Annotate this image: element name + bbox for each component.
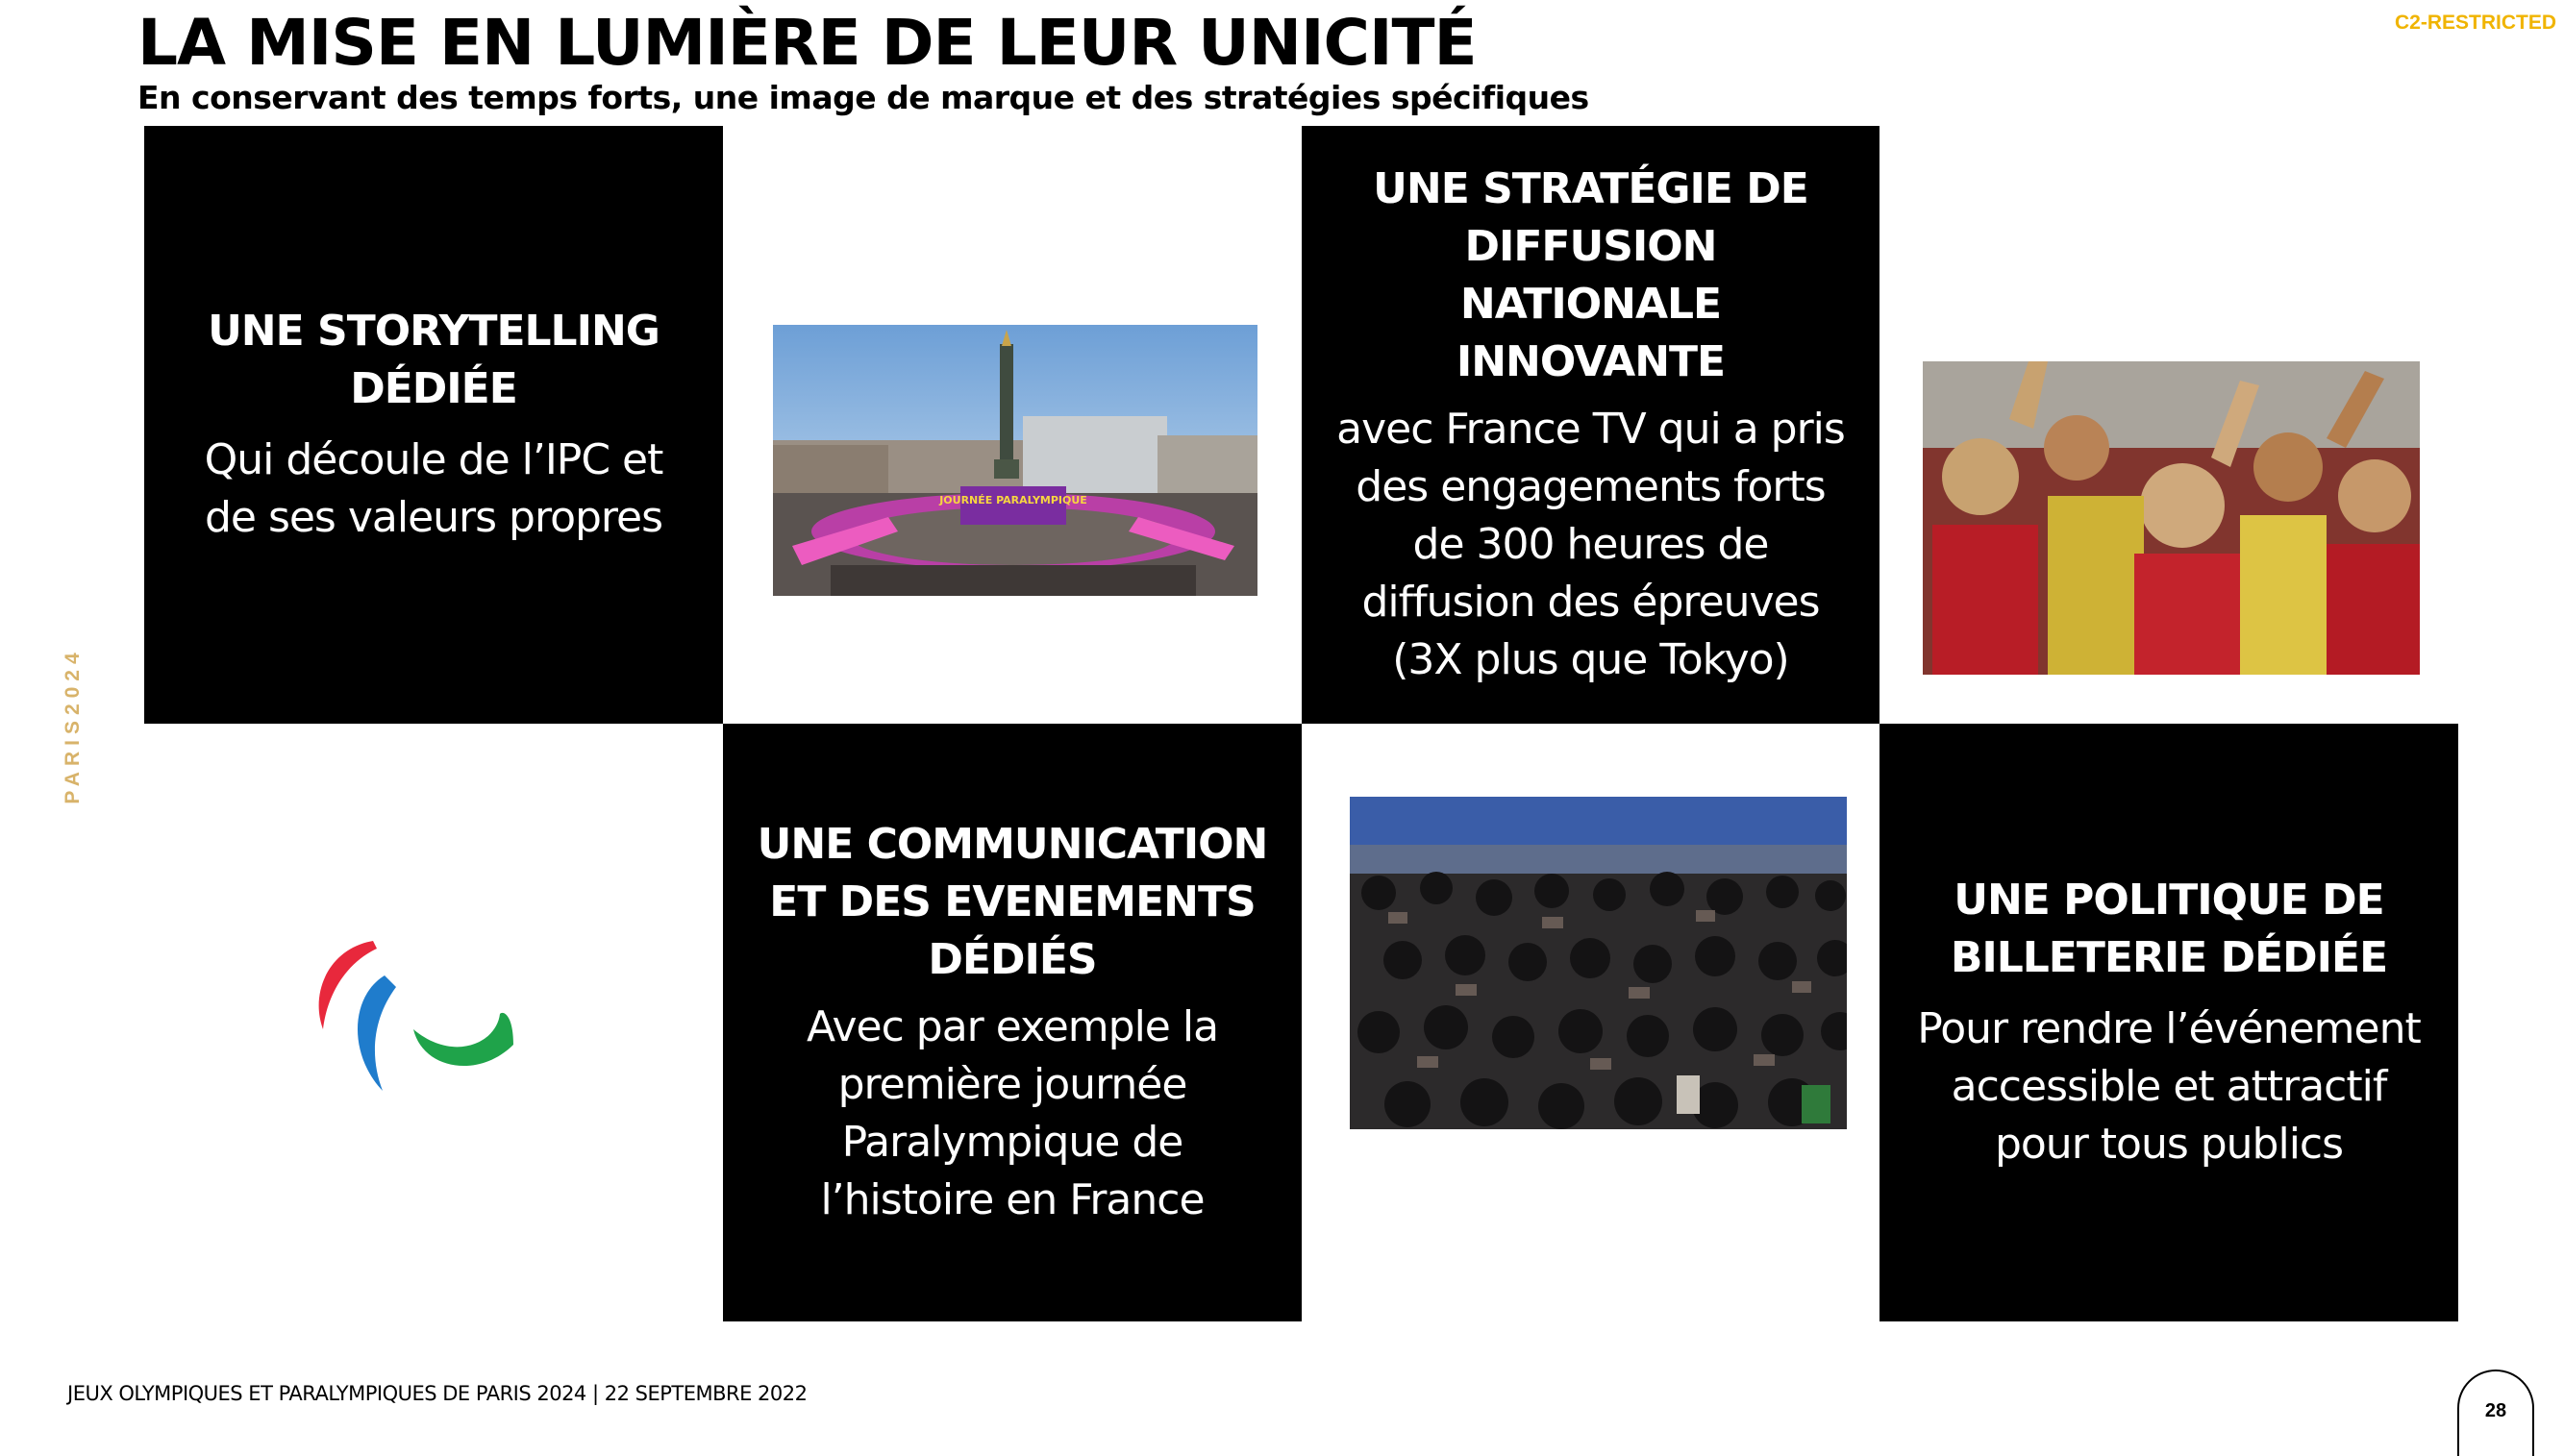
fans-photo-art	[1923, 361, 2420, 675]
tile-heading-line: DIFFUSION NATIONALE	[1459, 222, 1722, 329]
tile-body-line: l’histoire en France	[820, 1175, 1205, 1224]
tile-ticketing-policy	[1879, 724, 2458, 1321]
tile-heading-line: DÉDIÉS	[928, 935, 1097, 984]
tile-body-line: avec France TV qui a pris	[1336, 405, 1845, 454]
paralympic-agitos-logo	[308, 937, 529, 1105]
tile-heading-line: UNE COMMUNICATION	[757, 820, 1268, 869]
bastille-sign-text: JOURNÉE PARALYMPIQUE	[939, 494, 1087, 506]
tile-communication-heading	[758, 816, 1268, 989]
tile-body-line: de 300 heures de	[1412, 520, 1769, 569]
tile-body-line: Paralympique de	[841, 1118, 1183, 1167]
tile-body-line: première journée	[837, 1060, 1187, 1109]
slide-subtitle: En conservant des temps forts, une image de marque et des stratégies spécifiques	[137, 79, 1589, 116]
photographers-photo-art	[1350, 797, 1847, 1129]
agitos-icon	[308, 937, 529, 1105]
tile-broadcast-body	[1336, 401, 1845, 689]
photo-press-photographers	[1350, 797, 1847, 1129]
tile-communication-events	[723, 724, 1302, 1321]
photo-cheering-fans	[1923, 361, 2420, 675]
tile-heading-line: UNE POLITIQUE DE	[1954, 876, 2384, 925]
tile-ticketing-heading	[1951, 872, 2387, 987]
tile-body-line: Pour rendre l’événement	[1917, 1004, 2421, 1053]
tile-heading-line: ET DES EVENEMENTS	[769, 877, 1256, 926]
page-number-value: 28	[2484, 1400, 2507, 1421]
tile-body-line: diffusion des épreuves	[1361, 578, 1820, 627]
tile-communication-body	[807, 999, 1218, 1229]
slide-title: LA MISE EN LUMIÈRE DE LEUR UNICITÉ	[137, 6, 1477, 80]
tile-heading-line: BILLETERIE DÉDIÉE	[1950, 933, 2388, 982]
paris2024-side-brand: PARIS2024	[62, 647, 84, 804]
footer-text: JEUX OLYMPIQUES ET PARALYMPIQUES DE PARIS 2024 | 22 SEPTEMBRE 2022	[67, 1382, 808, 1405]
tile-body-line: Avec par exemple la	[806, 1002, 1219, 1051]
tile-storytelling	[144, 126, 723, 724]
photo-bastille-event	[773, 325, 1257, 596]
tile-heading-line: DÉDIÉE	[350, 364, 517, 413]
tile-ticketing-body	[1917, 1000, 2420, 1173]
tile-broadcast-strategy	[1302, 126, 1879, 724]
tile-body-line: Qui découle de l’IPC et	[204, 435, 663, 484]
tile-heading-line: UNE STORYTELLING	[208, 307, 660, 356]
tile-body-line: pour tous publics	[1994, 1120, 2344, 1169]
tile-heading-line: INNOVANTE	[1456, 337, 1726, 386]
tile-body-line: (3X plus que Tokyo)	[1392, 635, 1789, 684]
tile-storytelling-body	[205, 432, 663, 547]
tile-heading-line: UNE STRATÉGIE DE	[1373, 164, 1808, 213]
tile-body-line: accessible et attractif	[1951, 1062, 2387, 1111]
tile-body-line: de ses valeurs propres	[204, 493, 663, 542]
page-number	[2457, 1370, 2534, 1456]
tile-body-line: des engagements forts	[1356, 462, 1826, 511]
classification-label: C2-RESTRICTED	[2394, 12, 2556, 34]
tile-broadcast-heading	[1331, 160, 1851, 391]
bastille-photo-art	[773, 325, 1257, 596]
tile-storytelling-heading	[208, 303, 660, 418]
